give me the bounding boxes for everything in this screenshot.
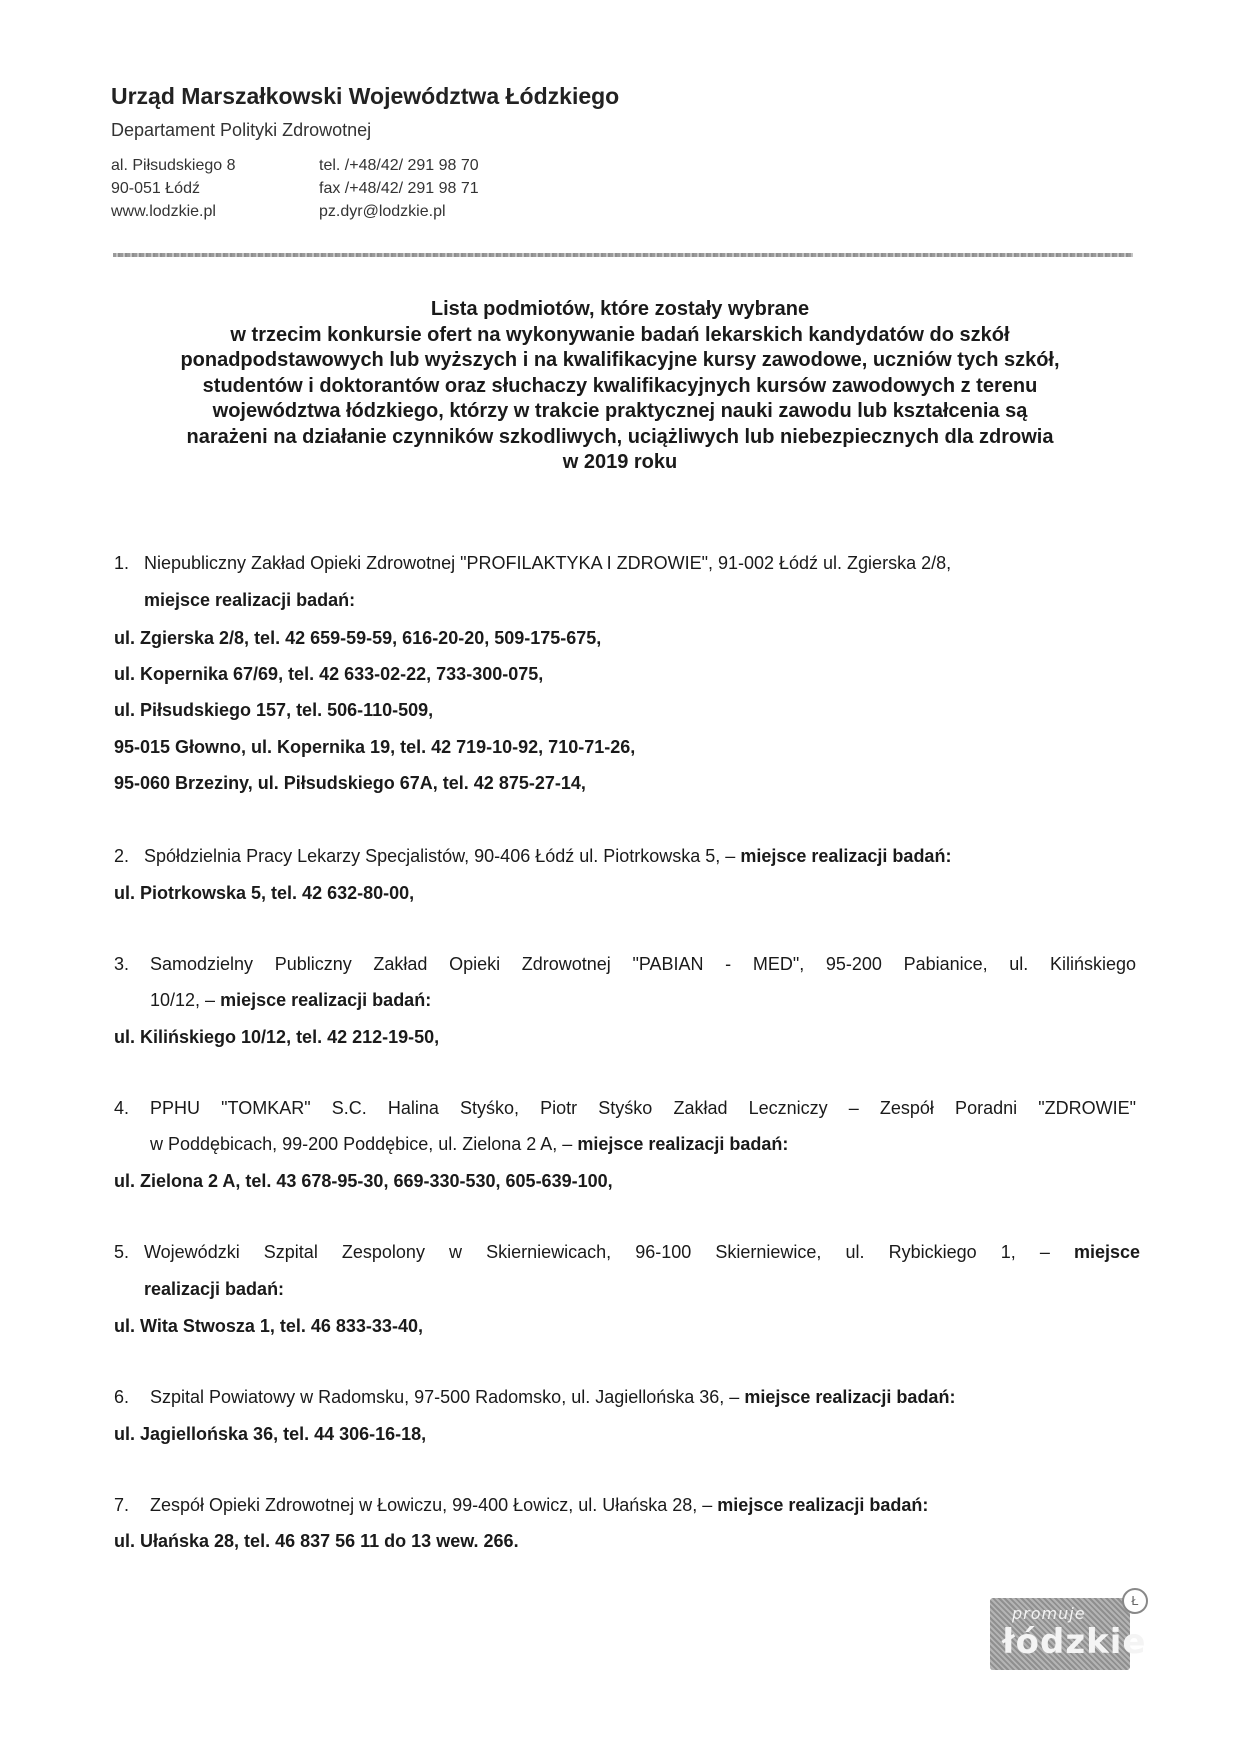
location-line: ul. Ułańska 28, tel. 46 837 56 11 do 13 wew. 266. [114,1531,519,1551]
location-line: ul. Jagiellońska 36, tel. 44 306-16-18, [114,1424,427,1444]
logo-tagline: promuje [1012,1604,1086,1623]
title-line: narażeni na działanie czynników szkodliwych, uciążliwych lub niebezpiecznych dla zdrowia [186,425,1054,448]
promuje-lodzkie-logo [990,1598,1147,1670]
entry-name [144,1242,1140,1263]
entry-name-line1: Samodzielny Publiczny Zakład Opieki Zdrowotnej "PABIAN - MED", 95-200 Pabianice, ul. Kilińskiego [150,954,1136,974]
title-line: w 2019 roku [562,451,678,473]
entry-name-line1 [144,1242,1140,1263]
address-city: 90-051 Łódź [111,180,200,197]
email-link[interactable]: pz.dyr@lodzkie.pl [319,203,446,220]
fax-number: fax /+48/42/ 291 98 71 [319,180,479,197]
entry-number: 2. [114,846,130,866]
entry-name-line [150,1134,788,1155]
logo-wordmark: łódzkie [1002,1622,1147,1662]
title-line: ponadpodstawowych lub wyższych i na kwalifikacyjne kursy zawodowe, uczniów tych szkół, [180,349,1060,371]
location-line: ul. Wita Stwosza 1, tel. 46 833-33-40, [114,1316,423,1336]
location-line: ul. Zgierska 2/8, tel. 42 659-59-59, 616-20-20, 509-175-675, [114,628,602,648]
location-line: ul. Piotrkowska 5, tel. 42 632-80-00, [114,883,415,903]
realization-label: miejsce realizacji badań: [220,990,432,1010]
contact-block [319,154,479,223]
title-line: Lista podmiotów, które zostały wybrane [430,298,810,320]
title-line: studentów i doktorantów oraz słuchaczy kwalifikacyjnych kursów zawodowych z terenu [202,374,1038,397]
title-line: w trzecim konkursie ofert na wykonywanie badań lekarskich kandydatów do szkół [230,323,1010,346]
realization-label: miejsce realizacji badań: [744,1387,956,1407]
entry-name [150,1098,1136,1119]
entry-number: 1. [114,553,130,573]
title-line: województwa łódzkiego, którzy w trakcie praktycznej nauki zawodu lub kształcenia są [212,400,1028,422]
realization-label-start: miejsce [1073,1242,1140,1262]
address-street: al. Piłsudskiego 8 [111,157,236,174]
address-block [111,154,236,223]
logo-mark-icon: Ł [1122,1588,1148,1614]
document-title [100,297,1140,476]
location-line: ul. Zielona 2 A, tel. 43 678-95-30, 669-330-530, 605-639-100, [114,1171,613,1191]
phone-number: tel. /+48/42/ 291 98 70 [319,157,479,174]
location-line: 95-015 Głowno, ul. Kopernika 19, tel. 42 719-10-92, 710-71-26, [114,737,636,757]
realization-label: miejsce realizacji badań: [144,590,356,610]
entry-name: Szpital Powiatowy w Radomsku, 97-500 Radomsko, ul. Jagiellońska 36, – [150,1387,740,1407]
header-divider [113,253,1133,257]
entry-name-line2: 10/12, – [150,990,216,1010]
organization-name: Urząd Marszałkowski Województwa Łódzkiego [111,83,620,109]
entry-name [150,954,1136,975]
entry-name-text: Wojewódzki Szpital Zespolony w Skierniewicach, 96-100 Skierniewice, ul. Rybickiego 1, – [144,1242,1050,1262]
entry-name: Spółdzielnia Pracy Lekarzy Specjalistów, 90-406 Łódź ul. Piotrkowska 5, – [144,846,736,866]
entry-number: 7. [114,1495,130,1515]
location-line: ul. Kopernika 67/69, tel. 42 633-02-22, 733-300-075, [114,664,544,684]
entry-name-line1: PPHU "TOMKAR" S.C. Halina Styśko, Piotr Styśko Zakład Leczniczy – Zespół Poradni "ZDROWIE" [150,1098,1136,1118]
location-line: ul. Piłsudskiego 157, tel. 506-110-509, [114,700,434,720]
entry-name-line [150,990,431,1011]
department-name: Departament Polityki Zdrowotnej [111,120,372,140]
entry-name-line [150,1387,955,1408]
entry-name-line [144,846,951,867]
entry-number: 6. [114,1387,130,1407]
website-link[interactable]: www.lodzkie.pl [111,203,216,220]
entry-name-line [150,1495,928,1516]
entry-name: Niepubliczny Zakład Opieki Zdrowotnej "PROFILAKTYKA I ZDROWIE", 91-002 Łódź ul. Zgierska 2/8, [144,553,952,573]
location-line: 95-060 Brzeziny, ul. Piłsudskiego 67A, tel. 42 875-27-14, [114,773,586,793]
entry-number: 5. [114,1242,130,1262]
realization-label: miejsce realizacji badań: [717,1495,929,1515]
entry-number: 3. [114,954,130,974]
entry-name: Zespół Opieki Zdrowotnej w Łowiczu, 99-400 Łowicz, ul. Ułańska 28, – [150,1495,713,1515]
entry-number: 4. [114,1098,130,1118]
location-line: ul. Kilińskiego 10/12, tel. 42 212-19-50, [114,1027,440,1047]
realization-label: miejsce realizacji badań: [740,846,952,866]
entry-name-line2: w Poddębicach, 99-200 Poddębice, ul. Zielona 2 A, – [150,1134,573,1154]
realization-label: miejsce realizacji badań: [577,1134,789,1154]
realization-label: realizacji badań: [144,1279,285,1299]
